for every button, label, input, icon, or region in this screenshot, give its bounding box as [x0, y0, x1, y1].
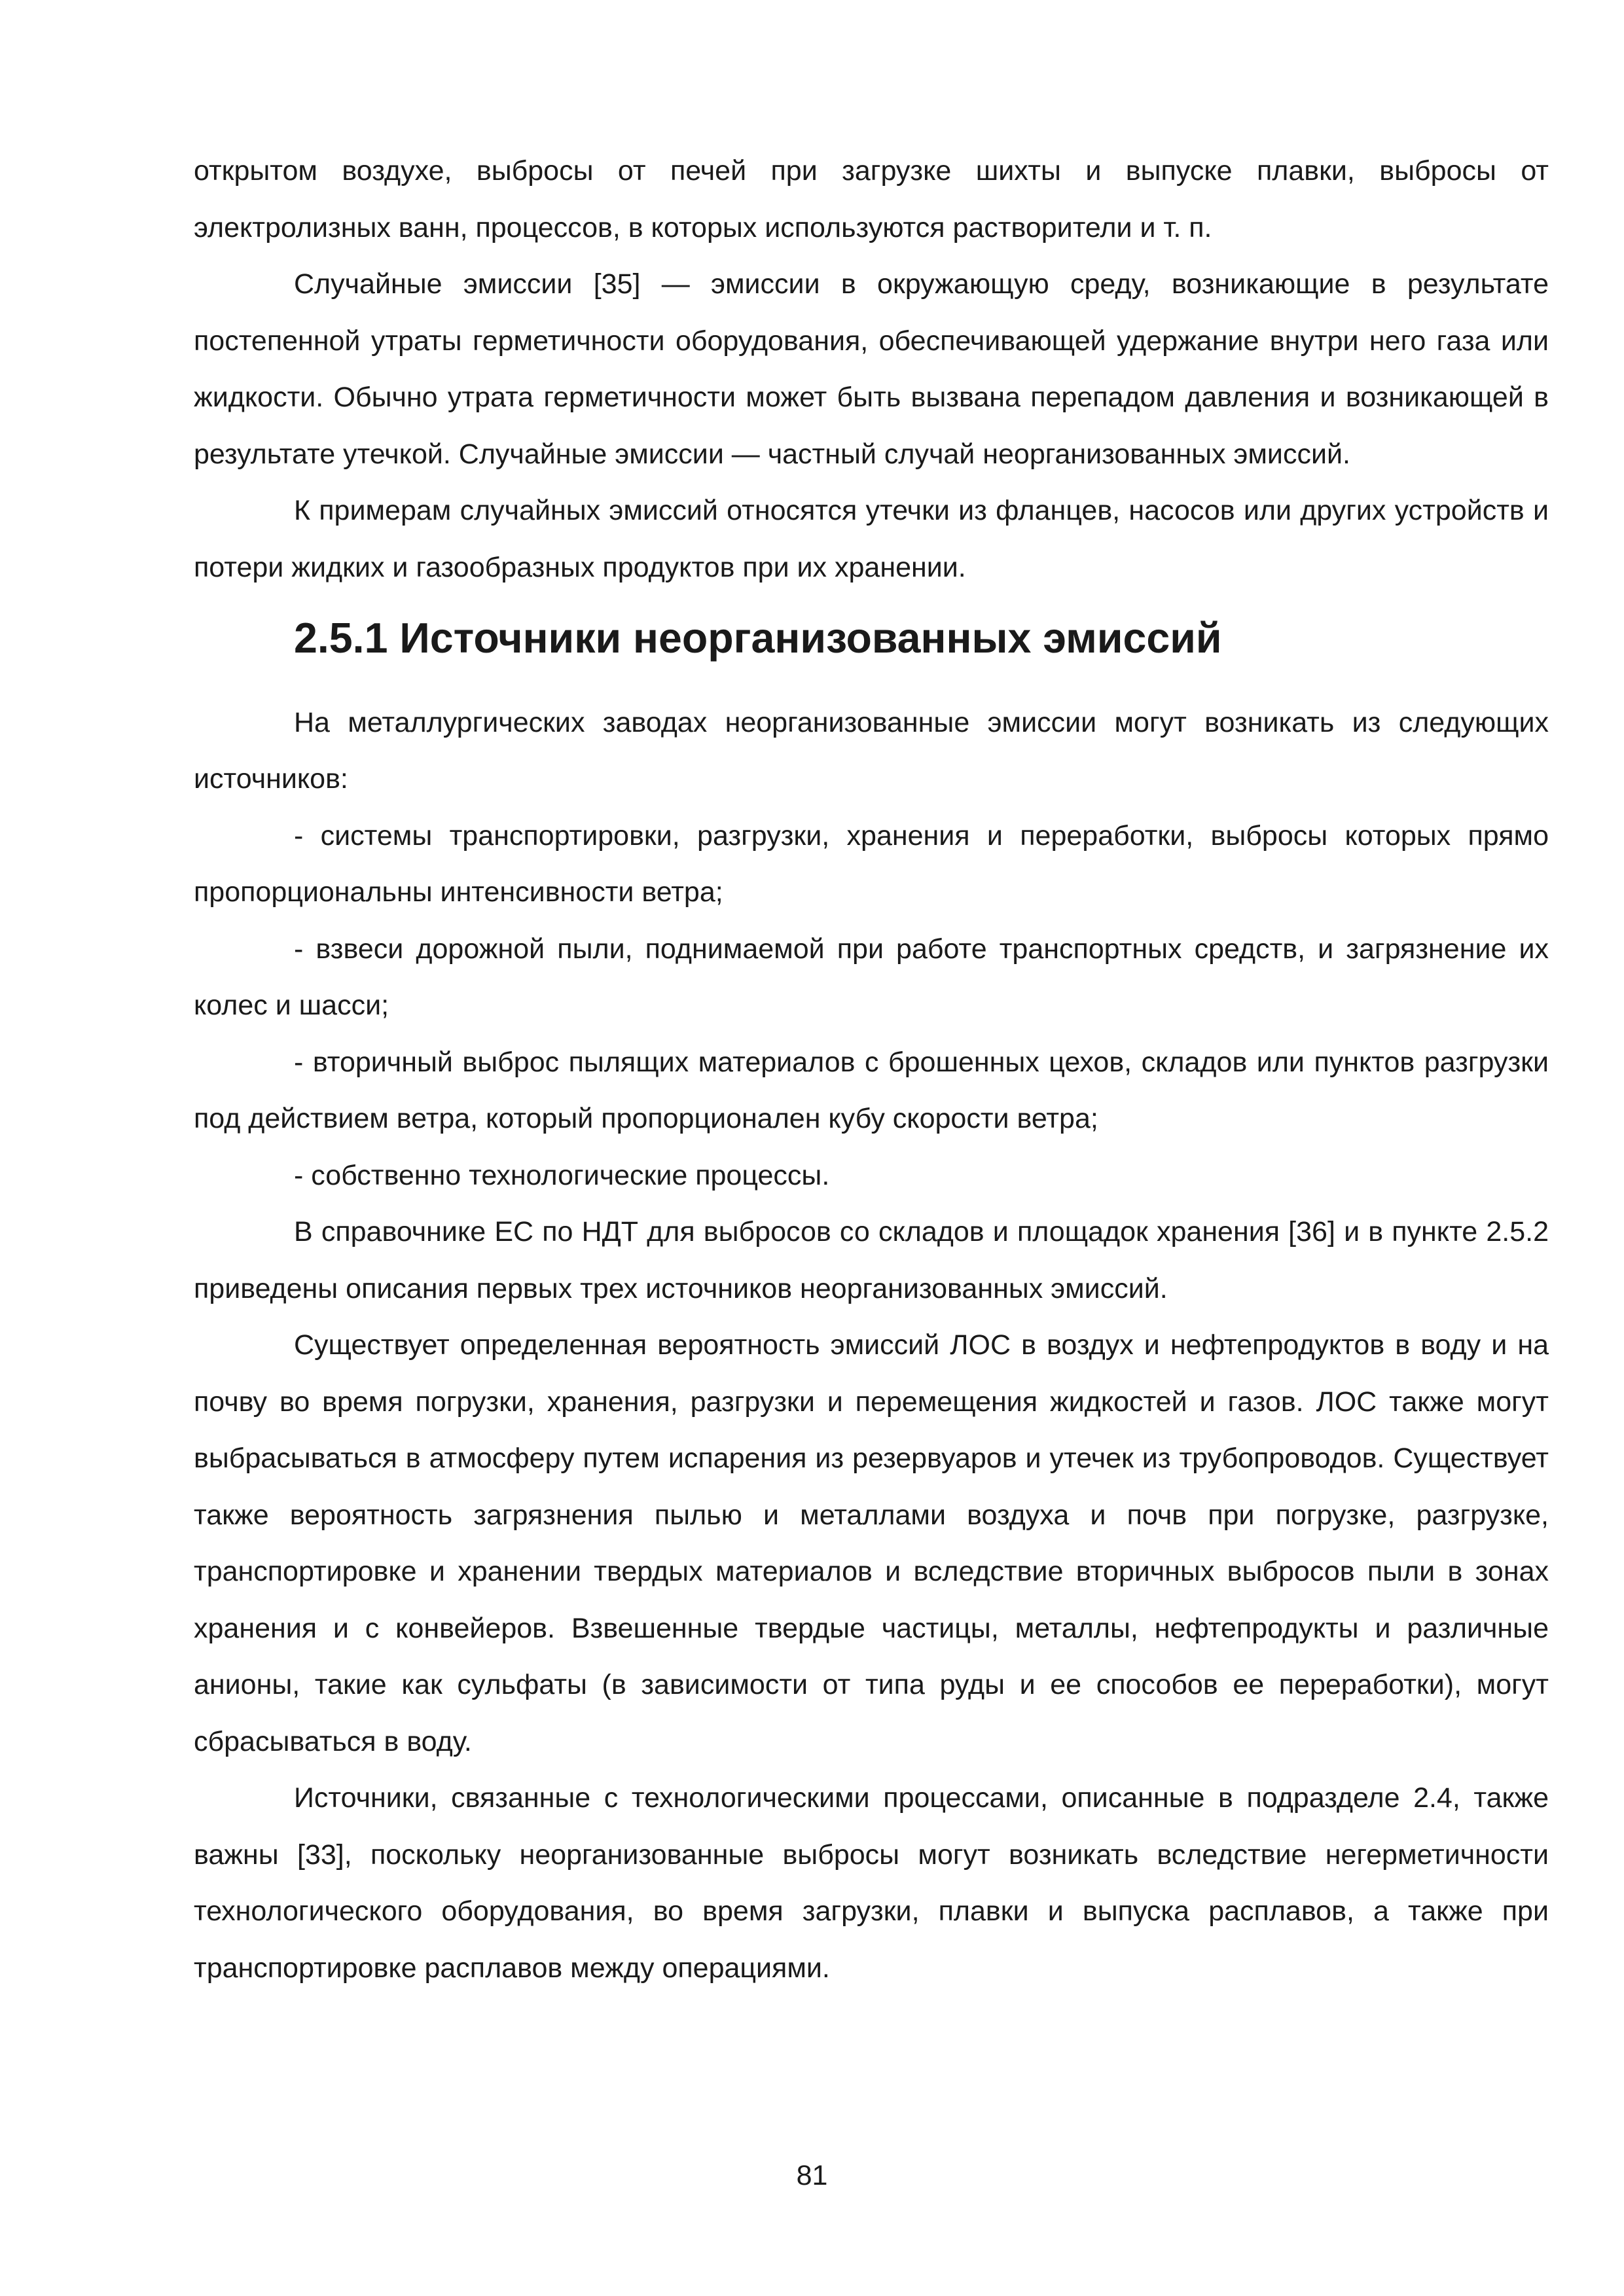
paragraph-reference: В справочнике ЕС по НДТ для выбросов со складов и площадок хранения [36] и в пункте 2.5.2 приведены описания первых трех источников неорганизованных эмиссий. — [194, 1216, 1549, 1304]
paragraph-voc: Существует определенная вероятность эмиссий ЛОС в воздух и нефтепродуктов в воду и на почву во время погрузки, хранения, разгрузки и перемещения жидкостей и газов. ЛОС также могут выбрасываться в атмосферу путем испарения из резервуаров и утечек из трубопроводов. Существует также вероятность загрязнения пылью и металлами воздуха и почв при погрузке, разгрузке, транспортировке и хранении твердых материалов и вследствие вторичных выбросов пыли в зонах хранения и с конвейеров. Взвешенные твердые частицы, металлы, нефтепродукты и различные анионы, такие как сульфаты (в зависимости от типа руды и ее способов ее переработки), могут сбрасываться в воду. — [194, 1329, 1549, 1757]
document-page — [194, 143, 1549, 1996]
paragraph-examples: К примерам случайных эмиссий относятся утечки из фланцев, насосов или других устройств и потери жидких и газообразных продуктов при их хранении. — [194, 495, 1549, 583]
list-item: - взвеси дорожной пыли, поднимаемой при работе транспортных средств, и загрязнение их колес и шасси; — [194, 933, 1549, 1021]
paragraph-continuation: открытом воздухе, выбросы от печей при загрузке шихты и выпуске плавки, выбросы от электролизных ванн, процессов, в которых используются растворители и т. п. — [194, 155, 1549, 243]
list-item: - системы транспортировки, разгрузки, хранения и переработки, выбросы которых прямо пропорциональны интенсивности ветра; — [194, 819, 1549, 908]
page-number: 81 — [796, 2160, 828, 2191]
list-item: - собственно технологические процессы. — [294, 1159, 830, 1191]
paragraph-random-emissions: Случайные эмиссии [35] — эмиссии в окружающую среду, возникающие в результате постепенной утраты герметичности оборудования, обеспечивающей удержание внутри него газа или жидкости. Обычно утрата герметичности может быть вызвана перепадом давления и возникающей в результате утечкой. Случайные эмиссии — частный случай неорганизованных эмиссий. — [194, 268, 1549, 470]
paragraph-process-sources: Источники, связанные с технологическими процессами, описанные в подразделе 2.4, также важны [33], поскольку неорганизованные выбросы могут возникать вследствие негерметичности технологического оборудования, во время загрузки, плавки и выпуска расплавов, а также при транспортировке расплавов между операциями. — [194, 1782, 1549, 1984]
section-heading: 2.5.1 Источники неорганизованных эмиссий — [294, 615, 1222, 662]
paragraph-sources-intro: На металлургических заводах неорганизованные эмиссии могут возникать из следующих источников: — [194, 706, 1549, 795]
list-item: - вторичный выброс пылящих материалов с брошенных цехов, складов или пунктов разгрузки под действием ветра, который пропорционален кубу скорости ветра; — [194, 1046, 1549, 1134]
